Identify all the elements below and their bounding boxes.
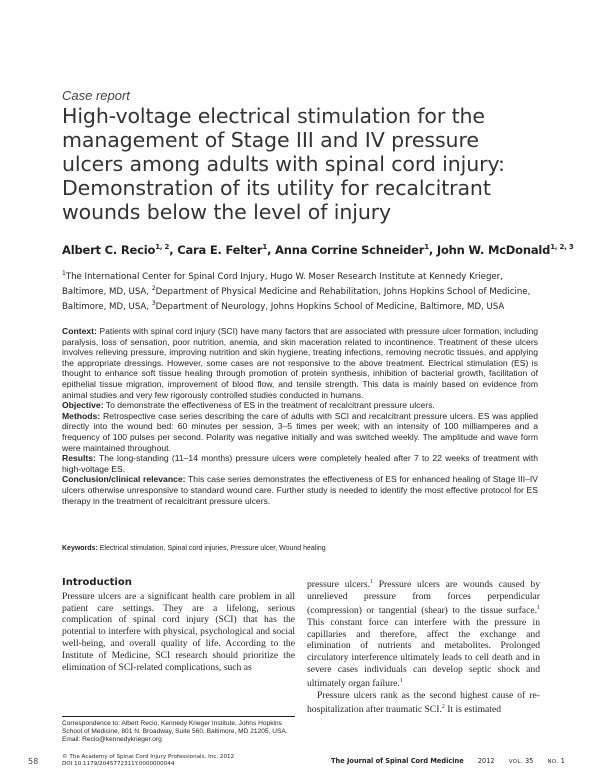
correspondence-note: [62, 716, 295, 745]
journal-name: The Journal of Spinal Cord Medicine: [331, 757, 464, 765]
copyright-notice: [62, 754, 234, 768]
author-name: Albert C. Recio: [62, 243, 156, 257]
page-number: 58: [28, 757, 39, 766]
abstract-section-text: The long-standing (11–14 months) pressure ulcers were completely healed after 7 to 22 weeks of treatment with high-voltage ES.: [62, 453, 538, 474]
affiliations: [62, 268, 540, 313]
volume-number: 35: [524, 757, 534, 765]
body-text: Pressure ulcers are wounds caused by unrelieved pressure from forces perpendicular (compression) or tangential (shear) to the tissue surface.: [307, 579, 541, 616]
author-name: Cara E. Felter: [177, 243, 263, 257]
keywords-text: Electrical stimulation, Spinal cord injuries, Pressure ulcer, Wound healing: [97, 545, 326, 552]
citation-mark: 1: [537, 604, 540, 611]
affiliation-mark: 1: [62, 270, 66, 277]
abstract-section-label: Objective:: [62, 400, 104, 411]
copyright-text: © The Academy of Spinal Cord Injury Professionals, Inc. 2012: [62, 754, 235, 760]
title-line: management of Stage III and IV pressure: [62, 128, 479, 152]
issue-label: NO.: [547, 759, 559, 765]
abstract-section-text: Retrospective case series describing the care of adults with SCI and recalcitrant pressure ulcers. ES was applied directly into the wound bed: 60 minutes per session, 3–5 times per week; with an intensity of 100 milliamperes and a frequency of 100 pulses per second. Polarity was negative initially and was switched weekly. The amplitude and wave form were maintained throughout.: [62, 410, 538, 453]
body-text: It is estimated: [444, 703, 502, 715]
abstract-conclusion: [62, 474, 538, 506]
title-line: wounds below the level of injury: [62, 200, 392, 224]
citation-mark: 1: [370, 579, 373, 585]
doi-text: DOI 10.1179/2045772311Y.0000000044: [62, 761, 175, 768]
correspondence-line: School of Medicine, 801 N. Broadway, Suite 560, Baltimore, MD 21205, USA.: [62, 728, 288, 736]
author-affiliation-mark: 1: [424, 243, 429, 252]
abstract-section-label: Methods:: [62, 410, 101, 421]
abstract-context: [62, 326, 538, 400]
body-paragraph: [307, 690, 540, 716]
body-column-left: [62, 577, 295, 673]
issue-number: 1: [560, 757, 565, 765]
affiliation-mark: 3: [151, 299, 156, 307]
abstract-section-label: Context:: [62, 326, 97, 336]
author-name: John W. McDonald: [436, 243, 551, 257]
keywords-label: Keywords:: [62, 545, 98, 552]
body-text: This constant force can interfere with the pressure in capillaries and therefore, affect the exchange and elimination of nutrients and metabolites. Prolonged circulatory interference ultimately leads to cell death and in severe cases individuals can develop septic shock and ultimately organ failure.: [307, 616, 540, 689]
title-line: High-voltage electrical stimulation for the: [62, 104, 485, 128]
abstract-methods: [62, 411, 538, 453]
author-affiliation-mark: 1, 2, 3: [550, 243, 574, 252]
correspondence-email: Email: Recio@kennedykrieger.org: [62, 736, 162, 744]
article-type: Case report: [62, 88, 130, 103]
abstract-results: [62, 453, 538, 474]
affiliation-3: Department of Neurology, Johns Hopkins School of Medicine, Baltimore, MD, USA: [155, 301, 505, 312]
affiliation-2: Department of Physical Medicine and Rehabilitation, Johns Hopkins School of Medicine, Baltimore, MD, USA,: [62, 286, 531, 312]
abstract-objective: [62, 400, 538, 411]
title-line: ulcers among adults with spinal cord injury:: [62, 152, 505, 176]
body-column-right: [307, 577, 540, 716]
affiliation-1: The International Center for Spinal Cord Injury, Hugo W. Moser Research Institute at Kennedy Krieger, Baltimore, MD, USA,: [62, 271, 503, 297]
article-title: [62, 104, 562, 224]
title-line: Demonstration of its utility for recalcitrant: [62, 176, 491, 200]
affiliation-mark: 2: [151, 284, 156, 292]
abstract-section-text: This case series demonstrates the effectiveness of ES for enhanced healing of Stage III–IV ulcers otherwise unresponsive to standard wound care. Further study is needed to identify the most effective protocol for ES therapy in the treatment of recalcitrant pressure ulcers.: [62, 474, 538, 506]
journal-year: 2012: [477, 757, 495, 765]
citation-mark: 1: [399, 677, 403, 684]
author-affiliation-mark: 1, 2: [155, 243, 170, 252]
volume-label: VOL.: [508, 759, 523, 765]
abstract-section-label: Results:: [62, 453, 96, 464]
abstract: [62, 326, 538, 506]
section-heading: Introduction: [62, 577, 132, 588]
correspondence-line: Correspondence to: Albert Recio, Kennedy Krieger Institute, Johns Hopkins: [62, 720, 282, 727]
author-name: Anna Corrine Schneider: [275, 243, 425, 257]
journal-info: [331, 757, 565, 765]
author-list: Albert C. Recio$^{1, 2}$, Cara E. Felter$^1$, Anna Corrine Schneider$^1$, John W. McDonald$^{1, 2, 3}$: [62, 243, 574, 257]
body-paragraph: Pressure ulcers are a significant health care problem in all patient care settings. They are a lifelong, serious complication of spinal cord injury (SCI) that has the potential to interfere with physical, psychological and social well-being, and overall quality of life. According to the Institute of Medicine, SCI research should prioritize the elimination of SCI-related complications, such as: [62, 590, 295, 673]
author-affiliation-mark: 1: [262, 243, 268, 252]
abstract-section-label: Conclusion/clinical relevance:: [62, 474, 186, 485]
keywords: [62, 545, 538, 552]
abstract-section-text: Patients with spinal cord injury (SCI) have many factors that are associated with pressure ulcer formation, including paralysis, loss of sensation, poor nutrition, anemia, and skin maceration related to incontinence. Treatment of these ulcers involves relieving pressure, improving nutrition and skin hygiene, treating infections, removing necrotic tissues, and applying the appropriate dressings. However, some cases are not responsive to the above treatment. Electrical stimulation (ES) is thought to enhance soft tissue healing through promotion of protein synthesis, inhibition of bacterial growth, facilitation of epithelial tissue migration, improvement of blood flow, and tensile strength. This data is mainly based on evidence from animal studies and very few rigorously controlled studies conducted in humans.: [62, 326, 538, 400]
citation-mark: 2: [441, 703, 445, 710]
body-text: pressure ulcers.: [307, 579, 370, 591]
body-text: Pressure ulcers rank as the second highest cause of re-hospitalization after traumatic SCI.: [307, 689, 540, 715]
abstract-section-text: To demonstrate the effectiveness of ES in the treatment of recalcitrant pressure ulcers.: [103, 400, 435, 411]
body-paragraph: [307, 577, 540, 690]
